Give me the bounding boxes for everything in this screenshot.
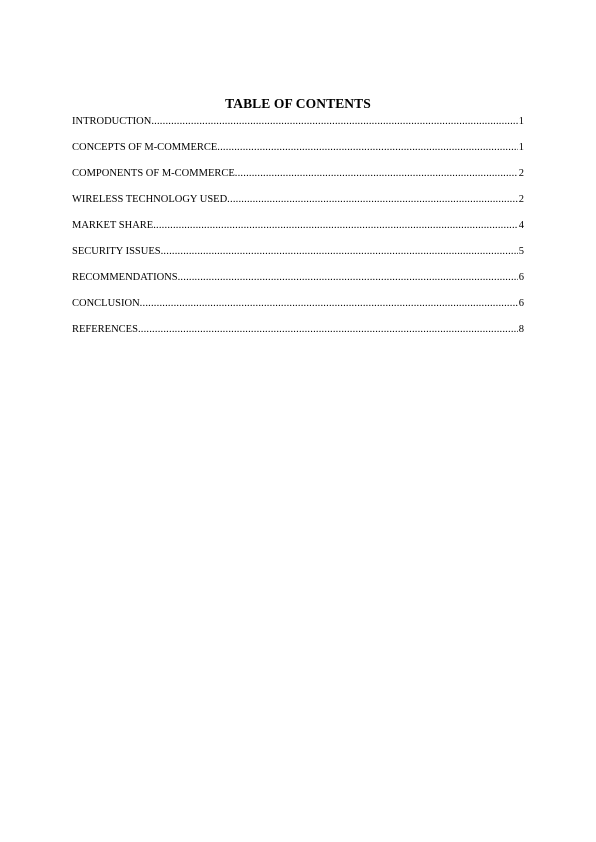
toc-entry-label: CONCEPTS OF M-COMMERCE: [72, 142, 218, 153]
toc-title: TABLE OF CONTENTS: [225, 96, 371, 111]
toc-entry-page-number: 5: [518, 246, 524, 257]
toc-entry-references[interactable]: [72, 323, 524, 336]
toc-entry-label: SECURITY ISSUES: [72, 246, 161, 257]
toc-entry-label: WIRELESS TECHNOLOGY USED: [72, 194, 228, 205]
toc-dot-leader: [151, 115, 517, 128]
table-of-contents: [72, 96, 524, 349]
toc-entry-page-number: 2: [518, 168, 524, 179]
toc-dot-leader: [235, 167, 518, 180]
toc-entry-page-number: 8: [518, 324, 524, 335]
toc-dot-leader: [140, 297, 518, 310]
toc-entry-label: REFERENCES: [72, 324, 138, 335]
toc-entry-page-number: 6: [518, 298, 524, 309]
toc-dot-leader: [227, 193, 518, 206]
toc-entry-wireless-technology[interactable]: [72, 193, 524, 206]
toc-list: [72, 115, 524, 336]
toc-entry-conclusion[interactable]: [72, 297, 524, 310]
toc-entry-components[interactable]: [72, 167, 524, 180]
toc-entry-market-share[interactable]: [72, 219, 524, 232]
toc-entry-label: INTRODUCTION: [72, 116, 152, 127]
toc-dot-leader: [178, 271, 518, 284]
toc-entry-introduction[interactable]: [72, 115, 524, 128]
toc-entry-page-number: 6: [518, 272, 524, 283]
toc-entry-label: COMPONENTS OF M-COMMERCE: [72, 168, 235, 179]
toc-dot-leader: [153, 219, 518, 232]
toc-dot-leader: [138, 323, 518, 336]
toc-entry-page-number: 4: [518, 220, 524, 231]
toc-entry-concepts[interactable]: [72, 141, 524, 154]
toc-entry-page-number: 1: [518, 116, 524, 127]
toc-entry-recommendations[interactable]: [72, 271, 524, 284]
toc-entry-label: CONCLUSION: [72, 298, 140, 309]
toc-entry-page-number: 2: [518, 194, 524, 205]
toc-dot-leader: [217, 141, 517, 154]
toc-dot-leader: [161, 245, 518, 258]
toc-entry-label: RECOMMENDATIONS: [72, 272, 178, 283]
toc-entry-label: MARKET SHARE: [72, 220, 154, 231]
toc-entry-page-number: 1: [518, 142, 524, 153]
toc-entry-security-issues[interactable]: [72, 245, 524, 258]
